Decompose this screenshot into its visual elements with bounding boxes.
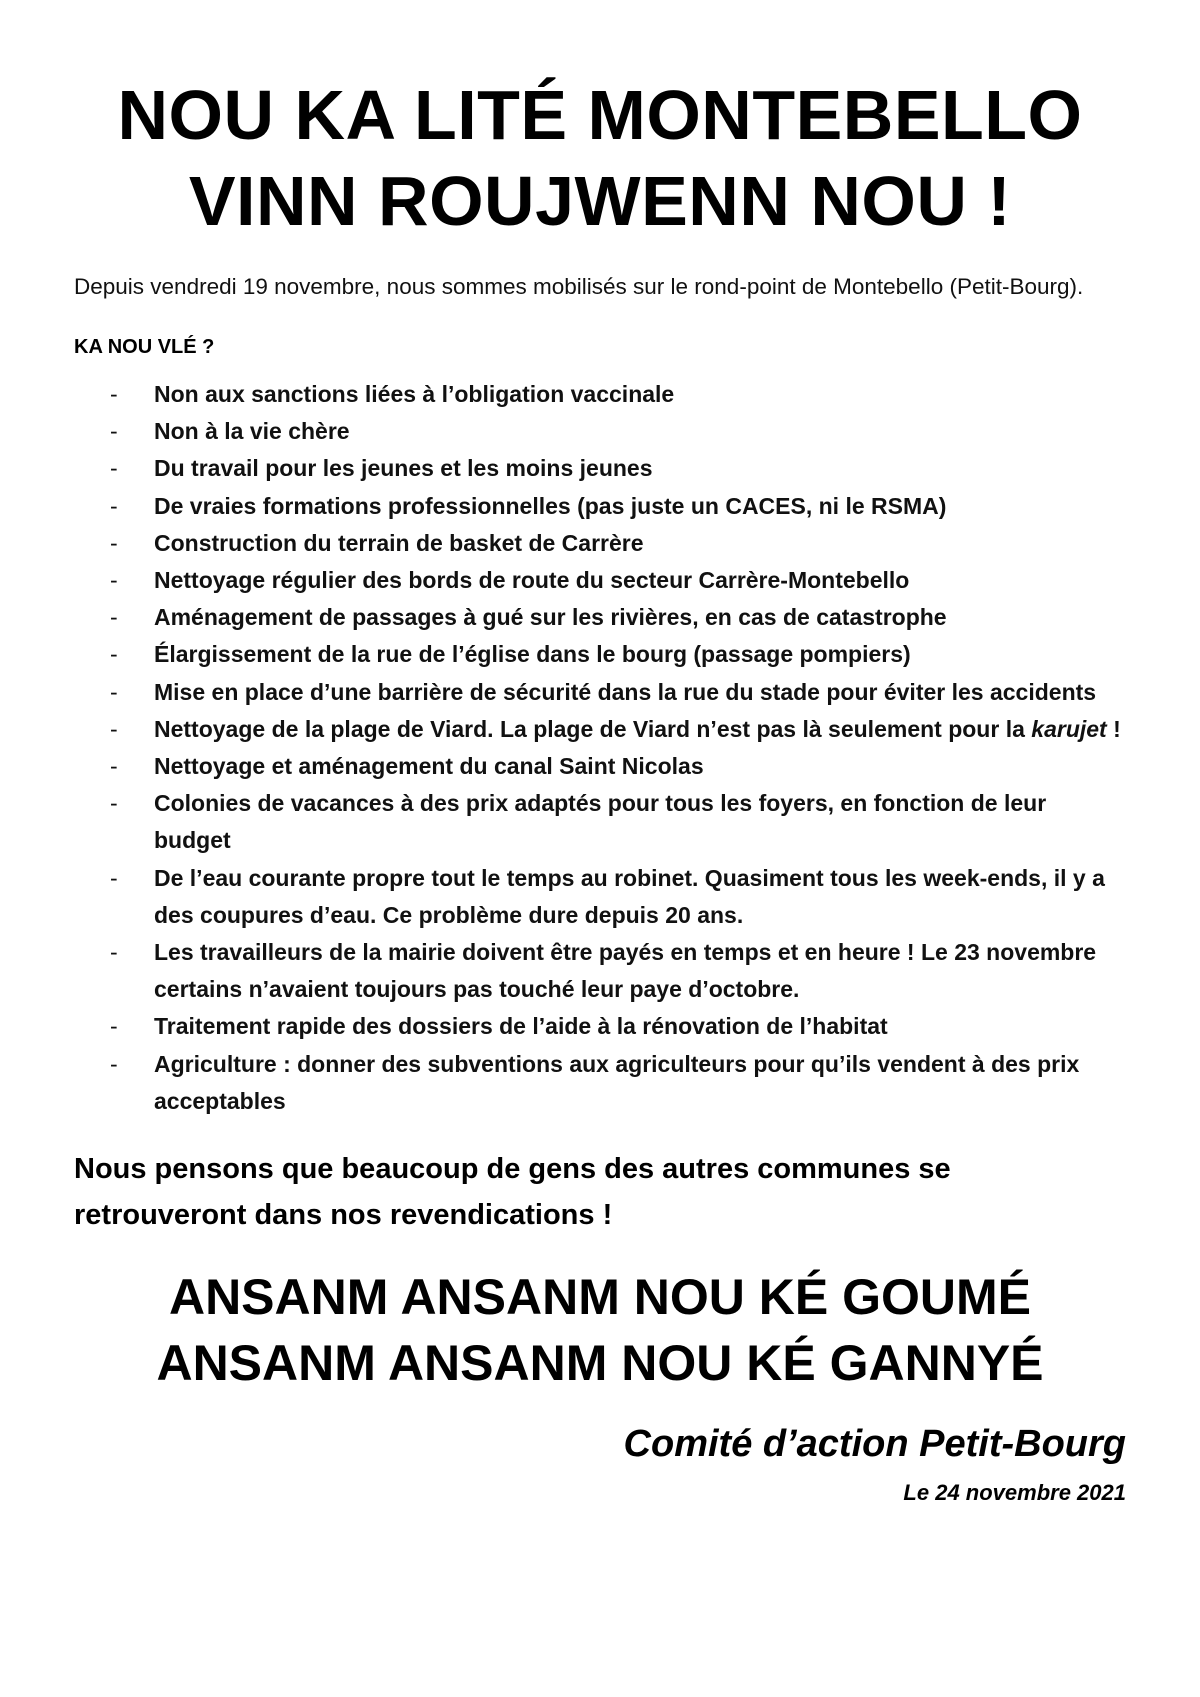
demand-item: - De vraies formations professionnelles (pas juste un CACES, ni le RSMA) (110, 488, 1126, 525)
demand-item: - Du travail pour les jeunes et les moins jeunes (110, 450, 1126, 487)
date: Le 24 novembre 2021 (903, 1480, 1126, 1506)
intro-paragraph: Depuis vendredi 19 novembre, nous sommes mobilisés sur le rond-point de Montebello (Petit-Bourg). (74, 274, 1084, 299)
closing-statement: Nous pensons que beaucoup de gens des autres communes se retrouveront dans nos revendications ! (74, 1153, 951, 1232)
demand-item: - Non aux sanctions liées à l’obligation vaccinale (110, 376, 1126, 413)
demand-item: - Traitement rapide des dossiers de l’aide à la rénovation de l’habitat (110, 1008, 1126, 1045)
demand-item: - Les travailleurs de la mairie doivent être payés en temps et en heure ! Le 23 novembre certains n’avaient toujours pas touché leur paye d’octobre. (110, 934, 1126, 1008)
demand-item: - Non à la vie chère (110, 413, 1126, 450)
headline-line-2: VINN ROUJWENN NOU ! (188, 162, 1012, 240)
demand-item: - Aménagement de passages à gué sur les rivières, en cas de catastrophe (110, 599, 1126, 636)
demand-text: Nettoyage de la plage de Viard. La plage de Viard n’est pas là seulement pour la (154, 715, 1032, 742)
signature: Comité d’action Petit-Bourg (623, 1423, 1126, 1466)
demands-heading: KA NOU VLÉ ? (74, 336, 215, 358)
demand-item-viard (110, 711, 1126, 748)
slogan-line-2: ANSANM ANSANM NOU KÉ GANNYÉ (156, 1335, 1044, 1392)
demand-item: - Construction du terrain de basket de Carrère (110, 525, 1126, 562)
demand-item: - Colonies de vacances à des prix adaptés pour tous les foyers, en fonction de leur budget (110, 785, 1126, 859)
headline-line-1: NOU KA LITÉ MONTEBELLO (117, 76, 1083, 154)
demand-item: - Nettoyage régulier des bords de route du secteur Carrère-Montebello (110, 562, 1126, 599)
headline (74, 72, 1126, 244)
slogan-line-1: ANSANM ANSANM NOU KÉ GOUMÉ (168, 1269, 1032, 1326)
demands-list (74, 376, 1126, 1120)
demand-item: - De l’eau courante propre tout le temps au robinet. Quasiment tous les week-ends, il y a des coupures d’eau. Ce problème dure depuis 20 ans. (110, 860, 1126, 934)
demand-text: ! (1106, 715, 1121, 742)
demand-item: - Mise en place d’une barrière de sécurité dans la rue du stade pour éviter les accidents (110, 674, 1126, 711)
demand-text-italic: karujet (1031, 715, 1107, 742)
demand-item: - Élargissement de la rue de l’église dans le bourg (passage pompiers) (110, 636, 1126, 673)
demand-item: - Agriculture : donner des subventions aux agriculteurs pour qu’ils vendent à des prix acceptables (110, 1046, 1126, 1120)
demand-item: - Nettoyage et aménagement du canal Saint Nicolas (110, 748, 1126, 785)
slogan (74, 1264, 1126, 1396)
